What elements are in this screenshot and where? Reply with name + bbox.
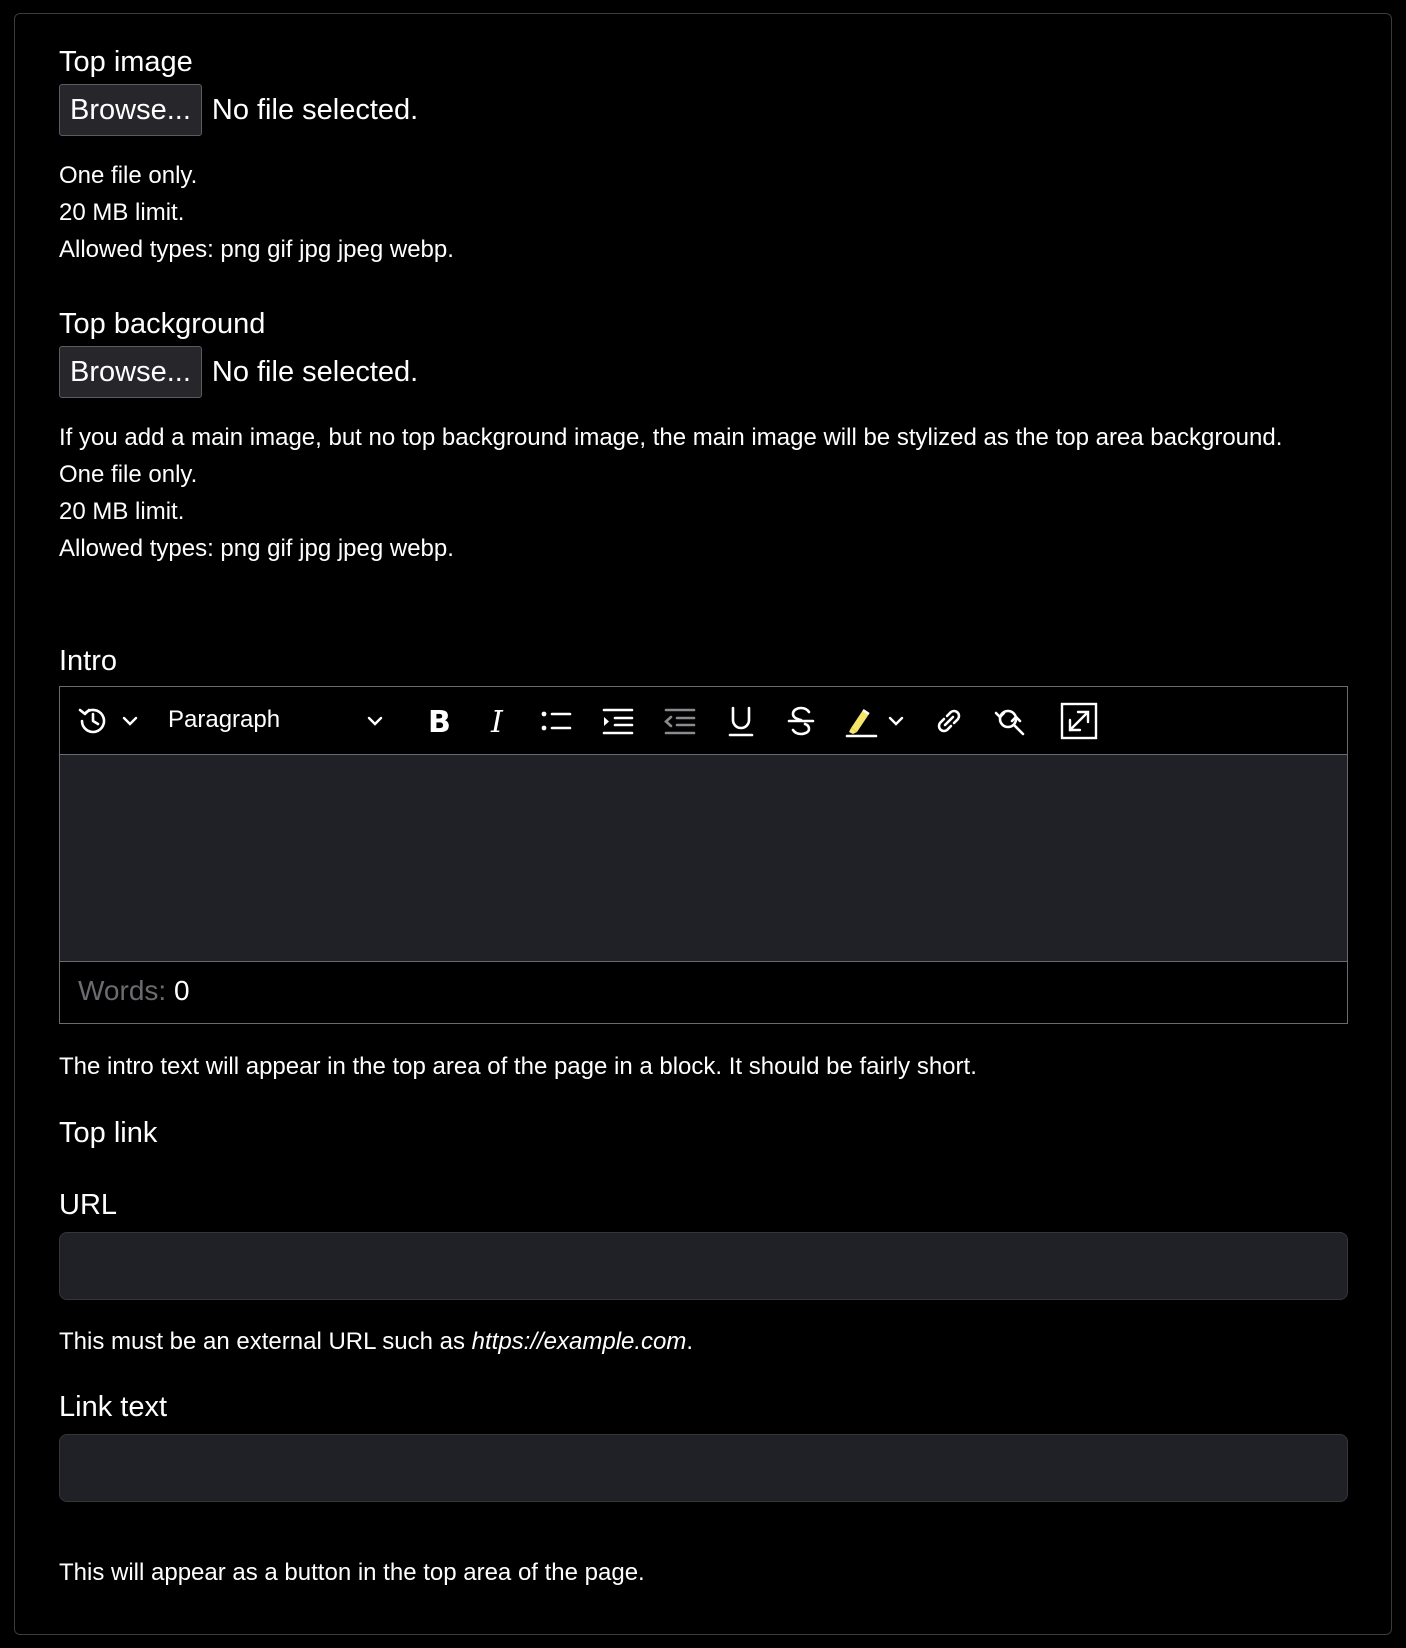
url-help (59, 1323, 693, 1360)
file-size-note: 20 MB limit. (59, 199, 185, 226)
url-label: URL (59, 1189, 118, 1221)
top-background-note: If you add a main image, but no top background image, the main image will be stylized as the top area background. (59, 424, 1283, 451)
top-image-label: Top image (59, 46, 193, 78)
url-help-suffix: . (686, 1328, 694, 1355)
paragraph-format-label: Paragraph (168, 706, 281, 733)
find-replace-icon[interactable] (990, 701, 1028, 741)
link-text-input[interactable] (59, 1434, 1348, 1502)
link-icon[interactable] (932, 701, 966, 741)
bulleted-list-icon[interactable] (538, 701, 574, 741)
history-icon[interactable] (76, 701, 110, 741)
intro-description-text: The intro text will appear in the top area of the page in a block. It should be fairly short. (59, 1053, 977, 1080)
url-input[interactable] (59, 1232, 1348, 1300)
strikethrough-icon[interactable] (784, 701, 818, 741)
word-count-value: 0 (173, 975, 190, 1006)
top-image-browse-button[interactable]: Browse... (59, 84, 202, 136)
svg-text:I: I (491, 705, 503, 738)
link-text-help-text: This will appear as a button in the top area of the page. (59, 1559, 645, 1586)
underline-icon[interactable] (724, 701, 758, 741)
url-help-prefix: This must be an external URL such as (59, 1328, 472, 1355)
top-background-file-status: No file selected. (211, 355, 419, 388)
indent-icon[interactable] (600, 701, 636, 741)
svg-text:B: B (428, 705, 451, 738)
bold-icon[interactable] (422, 701, 456, 741)
intro-description (59, 1048, 977, 1085)
top-image-file-status: No file selected. (211, 93, 419, 126)
file-count-note: One file only. (59, 461, 198, 488)
url-help-example: https://example.com (471, 1328, 687, 1355)
history-chevron-down-icon[interactable] (120, 701, 140, 741)
top-image-description (59, 157, 454, 268)
fullscreen-icon[interactable] (1060, 701, 1098, 741)
link-text-label: Link text (59, 1391, 167, 1423)
italic-icon[interactable] (482, 701, 516, 741)
file-types-note: Allowed types: png gif jpg jpeg webp. (59, 535, 454, 562)
file-types-note: Allowed types: png gif jpg jpeg webp. (59, 236, 454, 263)
editor-toolbar (60, 687, 1347, 755)
highlight-icon[interactable] (842, 701, 880, 741)
top-background-label: Top background (59, 308, 266, 340)
link-text-help (59, 1554, 645, 1591)
top-background-description (59, 419, 1289, 567)
form-panel (14, 13, 1392, 1635)
word-count-label: Words: (78, 975, 167, 1006)
intro-editor-content[interactable] (60, 755, 1347, 962)
outdent-icon[interactable] (662, 701, 698, 741)
intro-rich-text-editor (59, 686, 1348, 1024)
top-background-file-field (59, 346, 418, 398)
format-chevron-down-icon (364, 701, 386, 741)
top-link-heading: Top link (59, 1117, 158, 1149)
file-size-note: 20 MB limit. (59, 498, 185, 525)
word-count (78, 973, 190, 1009)
top-image-file-field (59, 84, 418, 136)
file-count-note: One file only. (59, 162, 198, 189)
highlight-chevron-down-icon[interactable] (886, 701, 906, 741)
intro-label: Intro (59, 645, 118, 677)
top-background-browse-button[interactable]: Browse... (59, 346, 202, 398)
